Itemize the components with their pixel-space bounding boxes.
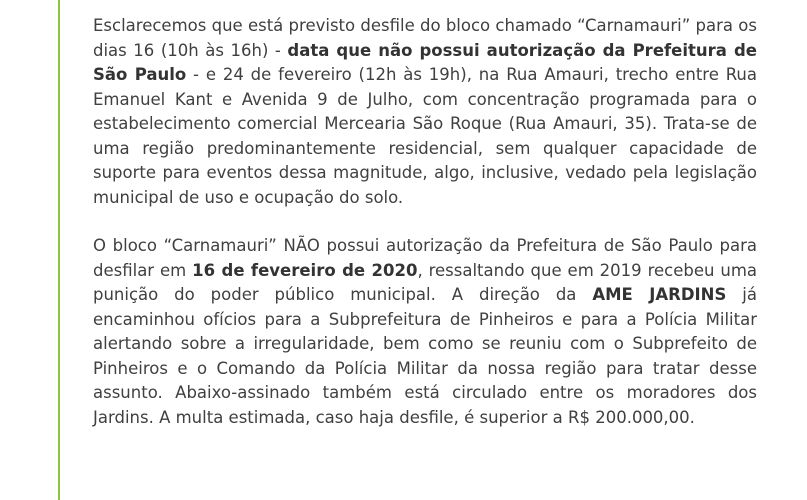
paragraph-1-bold-1: data que não possui autorização da Prefeitura de São Paulo: [93, 40, 757, 84]
paragraph-2-bold-1: 16 de fevereiro de 2020: [192, 260, 418, 280]
paragraph-2-text-2: , ressaltando que em 2019 recebeu uma punição do poder público municipal. A direção da: [93, 260, 758, 304]
paragraph-1: [93, 14, 757, 210]
paragraph-2-text-1: O bloco “Carnamauri” NÃO possui autorização da Prefeitura de São Paulo para desfilar em: [93, 236, 757, 280]
paragraph-1-text-2: - e 24 de fevereiro (12h às 19h), na Rua Amauri, trecho entre Rua Emanuel Kant e Avenida 9 de Julho, com concentração programada para o estabelecimento comercial Mercearia São Roque (Rua Amauri, 35). Trata-se de uma região predominantemente residencial, sem qualquer capacidade de suporte para eventos dessa magnitude, algo, inclusive, vedado pela legislação municipal de uso e ocupação do solo.: [93, 65, 757, 207]
accent-border: [58, 0, 60, 500]
paragraph-1-text-1: Esclarecemos que está previsto desfile do bloco chamado “Carnamauri” para os dias 16 (10h às 16h) -: [93, 16, 757, 60]
paragraph-2: [93, 234, 757, 430]
document-body: [93, 14, 757, 430]
paragraph-2-bold-2: AME JARDINS: [592, 285, 727, 304]
paragraph-2-text-3: já encaminhou ofícios para a Subprefeitura de Pinheiros e para a Polícia Militar alertando sobre a irregularidade, bem como se reuniu com o Subprefeito de Pinheiros e o Comando da Polícia Militar da nossa região para tratar desse assunto. Abaixo-assinado também está circulado entre os moradores dos Jardins. A multa estimada, caso haja desfile, é superior a R$ 200.000,00.: [93, 285, 757, 427]
